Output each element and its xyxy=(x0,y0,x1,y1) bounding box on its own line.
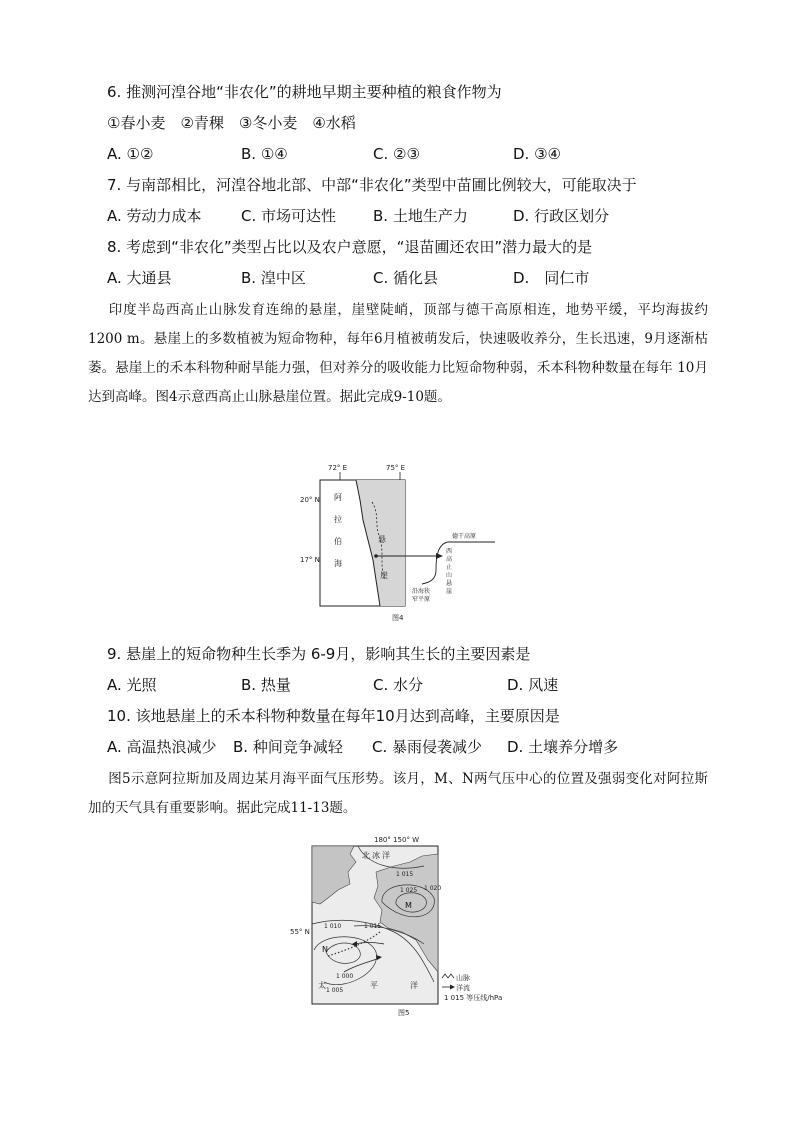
passage-alaska-text: 图5示意阿拉斯加及周边某月海平面气压形势。该月，M、N两气压中心的位置及强弱变化对阿拉斯加的天气具有重要影响。据此完成11-13题。 xyxy=(88,771,708,816)
fig4-escarp-char-4: 山 xyxy=(446,572,453,579)
fig4-escarp-char-1: 西 xyxy=(446,548,453,555)
fig4-plain-label-1: 沿海狭 xyxy=(412,588,431,595)
q8-stem: 8. 考虑到“非农化”类型占比以及农户意愿，“退苗圃还农田”潜力最大的是 xyxy=(107,238,593,256)
fig4-caption: 图4 xyxy=(392,614,404,622)
q10-option-d: D. 土壤养分增多 xyxy=(507,738,619,756)
q6-option-c: C. ②③ xyxy=(373,145,420,163)
fig5-lon-label: 180° 150° W xyxy=(374,836,420,844)
figure-5-map xyxy=(284,832,534,1022)
fig5-isobar-label-1020: 1 020 xyxy=(424,885,442,892)
q9-option-c: C. 水分 xyxy=(373,676,424,694)
q9-option-a: A. 光照 xyxy=(107,676,157,694)
q9-option-d: D. 风速 xyxy=(507,676,559,694)
fig5-legend-mountain-symbol xyxy=(442,974,454,978)
fig5-isobar-label-1000: 1 000 xyxy=(336,973,354,980)
fig5-legend-current: 洋流 xyxy=(456,984,470,992)
q7-option-b: B. 土地生产力 xyxy=(373,207,468,225)
fig5-legend-mountain: 山脉 xyxy=(456,974,470,982)
fig5-n-center: N xyxy=(322,945,328,954)
fig5-caption: 图5 xyxy=(398,1009,410,1017)
fig4-escarp-char-2: 高 xyxy=(446,556,453,563)
fig5-pacific-char-1: 太 xyxy=(318,981,326,990)
q6-option-a: A. ①② xyxy=(107,145,154,163)
passage-alaska xyxy=(88,765,708,823)
fig5-isobar-label-1015a: 1 015 xyxy=(396,871,414,878)
q10-option-a: A. 高温热浪减少 xyxy=(107,738,217,756)
fig4-lat-20: 20° N xyxy=(300,496,320,504)
fig5-m-center: M xyxy=(405,901,412,910)
fig4-escarp-char-3: 止 xyxy=(446,564,453,571)
q8-option-d: D. 同仁市 xyxy=(513,269,590,287)
fig4-escarp-char-6: 崖 xyxy=(446,588,453,595)
fig5-arctic-char-2: 冰 xyxy=(372,851,380,860)
passage-cliffs-text: 印度半岛西高止山脉发育连绵的悬崖，崖壁陡峭，顶部与德干高原相连，地势平缓，平均海拔约1200 m。悬崖上的多数植被为短命物种，每年6月植被萌发后，快速吸收养分，生长迅速，9月逐渐枯萎。悬崖上的禾本科物种耐旱能力强，但对养分的吸收能力比短命物种弱，禾本科物种数量在每年 10月达到高峰。图4示意西高止山脉悬崖位置。据此完成9-10题。 xyxy=(88,302,708,405)
q8-option-c: C. 循化县 xyxy=(373,269,439,287)
fig4-sea-char-3: 伯 xyxy=(334,537,342,546)
fig4-lon-72: 72° E xyxy=(328,464,348,472)
q9-option-b: B. 热量 xyxy=(241,676,291,694)
q6-option-b: B. ①④ xyxy=(241,145,288,163)
fig5-isobar-label-1005: 1 005 xyxy=(326,987,344,994)
q6-option-d: D. ③④ xyxy=(513,145,561,163)
fig4-plain-label-2: 窄平原 xyxy=(412,596,431,603)
q6-stem: 6. 推测河湟谷地“非农化”的耕地早期主要种植的粮食作物为 xyxy=(107,83,502,101)
fig5-pacific-char-3: 洋 xyxy=(410,981,418,990)
fig4-cliff-char-1: 悬 xyxy=(378,535,386,544)
fig4-escarp-char-5: 悬 xyxy=(446,580,453,587)
fig4-sea-char-2: 拉 xyxy=(334,515,342,524)
q9-stem: 9. 悬崖上的短命物种生长季为 6-9月，影响其生长的主要因素是 xyxy=(107,645,531,663)
q10-option-b: B. 种间竞争减轻 xyxy=(233,738,343,756)
q8-option-a: A. 大通县 xyxy=(107,269,172,287)
q6-items: ①春小麦 ②青稞 ③冬小麦 ④水稻 xyxy=(107,114,356,132)
q7-stem: 7. 与南部相比，河湟谷地北部、中部“非农化”类型中苗圃比例较大，可能取决于 xyxy=(107,176,637,194)
fig5-arctic-char-1: 北 xyxy=(362,851,370,860)
q7-option-a: A. 劳动力成本 xyxy=(107,207,202,225)
fig4-sea-char-1: 阿 xyxy=(334,493,342,502)
passage-cliffs xyxy=(88,296,708,412)
q7-option-c: C. 市场可达性 xyxy=(241,207,337,225)
fig4-profile xyxy=(422,542,495,584)
fig4-cliff-char-2: 崖 xyxy=(380,571,388,580)
q10-option-c: C. 暴雨侵袭减少 xyxy=(372,738,483,756)
q7-option-d: D. 行政区划分 xyxy=(513,207,610,225)
fig5-isobar-label-1010: 1 010 xyxy=(324,923,342,930)
fig4-lat-17: 17° N xyxy=(300,556,320,564)
fig4-lon-75: 75° E xyxy=(386,464,406,472)
fig5-lat-label: 55° N xyxy=(290,928,310,936)
fig5-pacific-char-2: 平 xyxy=(370,981,378,990)
fig5-legend-isobar: 1 015 等压线/hPa xyxy=(444,994,503,1002)
figure-4-map xyxy=(300,460,510,630)
fig5-isobar-label-1015b: 1 015 xyxy=(364,923,382,930)
fig4-sea-char-4: 海 xyxy=(334,559,342,568)
fig5-isobar-label-1025: 1 025 xyxy=(400,887,418,894)
q8-option-b: B. 湟中区 xyxy=(241,269,306,287)
fig5-arctic-char-3: 洋 xyxy=(382,851,390,860)
fig4-deccan-label: 德干高原 xyxy=(452,533,477,540)
q10-stem: 10. 该地悬崖上的禾本科物种数量在每年10月达到高峰，主要原因是 xyxy=(107,707,560,725)
